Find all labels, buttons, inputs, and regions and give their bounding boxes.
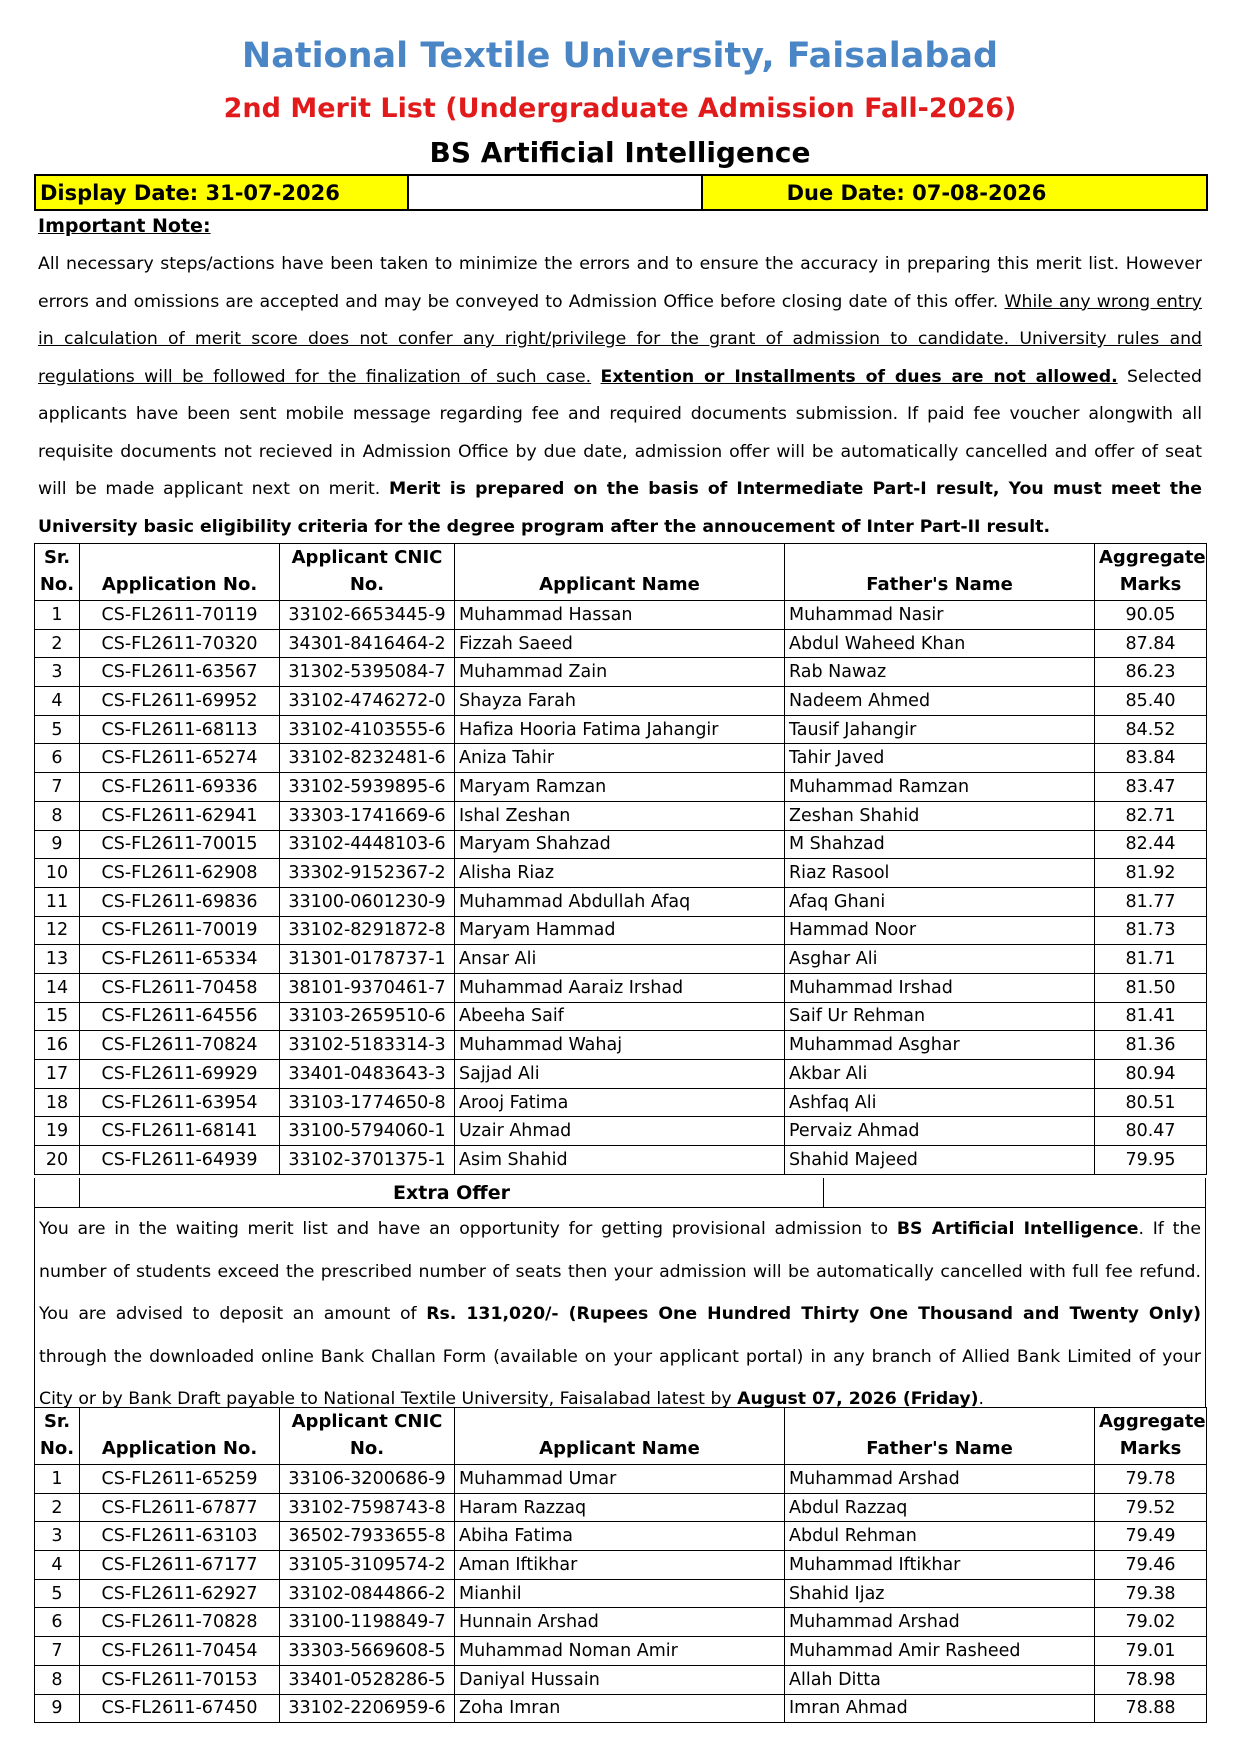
col-cnic: Applicant CNIC No. [280,544,455,601]
cell-cnic: 33106-3200686-9 [280,1465,455,1494]
cell-marks: 79.38 [1095,1579,1207,1608]
cell-father-name: Riaz Rasool [785,859,1095,888]
cell-marks: 90.05 [1095,601,1207,630]
table-row [35,773,1207,802]
table-row [35,1146,1207,1175]
important-note-text [38,246,1202,546]
cell-application-no: CS-FL2611-69929 [80,1060,280,1089]
note-part-4: Selected applicants have been sent mobile message regarding fee and required documents submission. If paid fee voucher alongwith all requisite documents not recieved in Admission Office by due date, admission offer will be automatically cancelled and offer of seat will be made applicant next on merit. [38,366,1202,499]
cell-application-no: CS-FL2611-62927 [80,1579,280,1608]
cell-cnic: 33102-8232481-6 [280,744,455,773]
col-father: Father's Name [785,544,1095,601]
university-title: National Textile University, Faisalabad [241,36,999,76]
cell-sr: 5 [35,715,80,744]
table-row [35,1465,1207,1494]
cell-applicant-name: Fizzah Saeed [455,629,785,658]
cell-father-name: Shahid Ijaz [785,1579,1095,1608]
table-row [35,658,1207,687]
cell-application-no: CS-FL2611-65334 [80,945,280,974]
cell-cnic: 33102-0844866-2 [280,1579,455,1608]
cell-applicant-name: Shayza Farah [455,687,785,716]
merit-list-table [34,543,1207,1175]
table-row [35,1608,1207,1637]
dates-bar [34,174,1208,211]
cell-sr: 15 [35,1002,80,1031]
cell-cnic: 36502-7933655-8 [280,1522,455,1551]
cell-marks: 80.51 [1095,1088,1207,1117]
cell-application-no: CS-FL2611-69952 [80,687,280,716]
cell-applicant-name: Ishal Zeshan [455,801,785,830]
cell-application-no: CS-FL2611-63103 [80,1522,280,1551]
cell-marks: 81.50 [1095,973,1207,1002]
cell-cnic: 33103-2659510-6 [280,1002,455,1031]
cell-cnic: 33100-5794060-1 [280,1117,455,1146]
cell-applicant-name: Muhammad Umar [455,1465,785,1494]
merit-list-header [35,544,1207,601]
cell-applicant-name: Muhammad Zain [455,658,785,687]
cell-cnic: 33401-0483643-3 [280,1060,455,1089]
cell-application-no: CS-FL2611-67450 [80,1694,280,1723]
col-father: Father's Name [785,1408,1095,1465]
col-marks: Aggregate Marks [1095,1408,1207,1465]
cell-marks: 85.40 [1095,687,1207,716]
display-date: Display Date: 31-07-2026 [35,175,408,210]
cell-father-name: Allah Ditta [785,1665,1095,1694]
cell-marks: 79.01 [1095,1637,1207,1666]
cell-application-no: CS-FL2611-70458 [80,973,280,1002]
cell-cnic: 33102-7598743-8 [280,1493,455,1522]
cell-sr: 9 [35,1694,80,1723]
col-sr: Sr. No. [35,544,80,601]
cell-applicant-name: Aman Iftikhar [455,1551,785,1580]
col-name: Applicant Name [455,1408,785,1465]
cell-father-name: Asghar Ali [785,945,1095,974]
due-date: Due Date: 07-08-2026 [702,175,1207,210]
cell-sr: 3 [35,658,80,687]
col-cnic: Applicant CNIC No. [280,1408,455,1465]
cell-sr: 7 [35,1637,80,1666]
cell-cnic: 33102-2206959-6 [280,1694,455,1723]
cell-application-no: CS-FL2611-63954 [80,1088,280,1117]
cell-application-no: CS-FL2611-65259 [80,1465,280,1494]
cell-application-no: CS-FL2611-70153 [80,1665,280,1694]
note-part-2: While any wrong entry in calculation of merit score does not confer any right/privilege for the grant of admission to candidate. University rules and regulations will be followed for the finalization of such case. [38,291,1202,387]
table-row [35,715,1207,744]
cell-marks: 78.88 [1095,1694,1207,1723]
cell-marks: 79.49 [1095,1522,1207,1551]
table-row [35,1665,1207,1694]
cell-sr: 17 [35,1060,80,1089]
cell-marks: 87.84 [1095,629,1207,658]
cell-application-no: CS-FL2611-64939 [80,1146,280,1175]
cell-sr: 3 [35,1522,80,1551]
cell-application-no: CS-FL2611-68113 [80,715,280,744]
cell-sr: 12 [35,916,80,945]
cell-applicant-name: Muhammad Wahaj [455,1031,785,1060]
cell-father-name: Tahir Javed [785,744,1095,773]
cell-applicant-name: Uzair Ahmad [455,1117,785,1146]
cell-cnic: 33303-5669608-5 [280,1637,455,1666]
cell-application-no: CS-FL2611-67177 [80,1551,280,1580]
col-name: Applicant Name [455,544,785,601]
cell-marks: 79.78 [1095,1465,1207,1494]
cell-application-no: CS-FL2611-62941 [80,801,280,830]
cell-applicant-name: Maryam Hammad [455,916,785,945]
table-row [35,1031,1207,1060]
cell-application-no: CS-FL2611-69836 [80,887,280,916]
table-row [35,1088,1207,1117]
cell-father-name: Nadeem Ahmed [785,687,1095,716]
col-application: Application No. [80,544,280,601]
cell-marks: 81.77 [1095,887,1207,916]
table-row [35,801,1207,830]
cell-cnic: 34301-8416464-2 [280,629,455,658]
table-row [35,1551,1207,1580]
merit-list-body [35,601,1207,1175]
merit-list-title: 2nd Merit List (Undergraduate Admission Fall-2026) [223,93,1017,124]
cell-father-name: Saif Ur Rehman [785,1002,1095,1031]
cell-father-name: Afaq Ghani [785,887,1095,916]
cell-sr: 18 [35,1088,80,1117]
cell-cnic: 33103-1774650-8 [280,1088,455,1117]
cell-marks: 81.36 [1095,1031,1207,1060]
program-title: BS Artificial Intelligence [429,136,811,169]
cell-applicant-name: Hunnain Arshad [455,1608,785,1637]
table-row [35,973,1207,1002]
table-row [35,687,1207,716]
cell-sr: 5 [35,1579,80,1608]
cell-applicant-name: Arooj Fatima [455,1088,785,1117]
cell-sr: 2 [35,629,80,658]
cell-cnic: 33105-3109574-2 [280,1551,455,1580]
cell-sr: 10 [35,859,80,888]
cell-cnic: 33102-6653445-9 [280,601,455,630]
extra-list-header [35,1408,1207,1465]
cell-marks: 82.71 [1095,801,1207,830]
table-row [35,1060,1207,1089]
cell-cnic: 33102-5183314-3 [280,1031,455,1060]
cell-applicant-name: Alisha Riaz [455,859,785,888]
col-application: Application No. [80,1408,280,1465]
cell-father-name: Zeshan Shahid [785,801,1095,830]
cell-marks: 80.47 [1095,1117,1207,1146]
cell-marks: 79.02 [1095,1608,1207,1637]
cell-father-name: Muhammad Arshad [785,1465,1095,1494]
cell-applicant-name: Muhammad Abdullah Afaq [455,887,785,916]
cell-marks: 78.98 [1095,1665,1207,1694]
extra-offer-header [34,1178,1206,1208]
cell-sr: 16 [35,1031,80,1060]
cell-cnic: 33100-0601230-9 [280,887,455,916]
cell-father-name: M Shahzad [785,830,1095,859]
cell-father-name: Hammad Noor [785,916,1095,945]
cell-marks: 81.92 [1095,859,1207,888]
cell-applicant-name: Abeeha Saif [455,1002,785,1031]
table-row [35,830,1207,859]
cell-father-name: Abdul Waheed Khan [785,629,1095,658]
cell-cnic: 33102-4103555-6 [280,715,455,744]
cell-applicant-name: Maryam Shahzad [455,830,785,859]
cell-marks: 81.71 [1095,945,1207,974]
cell-father-name: Akbar Ali [785,1060,1095,1089]
cell-application-no: CS-FL2611-64556 [80,1002,280,1031]
cell-applicant-name: Daniyal Hussain [455,1665,785,1694]
col-sr: Sr. No. [35,1408,80,1465]
cell-father-name: Imran Ahmad [785,1694,1095,1723]
cell-sr: 14 [35,973,80,1002]
table-row [35,945,1207,974]
cell-application-no: CS-FL2611-70824 [80,1031,280,1060]
cell-sr: 4 [35,687,80,716]
cell-sr: 19 [35,1117,80,1146]
table-row [35,1117,1207,1146]
cell-applicant-name: Zoha Imran [455,1694,785,1723]
extra-list-body [35,1465,1207,1723]
cell-application-no: CS-FL2611-67877 [80,1493,280,1522]
table-row [35,1694,1207,1723]
cell-applicant-name: Ansar Ali [455,945,785,974]
cell-cnic: 33102-4746272-0 [280,687,455,716]
cell-applicant-name: Aniza Tahir [455,744,785,773]
cell-applicant-name: Muhammad Hassan [455,601,785,630]
cell-cnic: 33100-1198849-7 [280,1608,455,1637]
cell-marks: 83.47 [1095,773,1207,802]
cell-application-no: CS-FL2611-70828 [80,1608,280,1637]
extra-offer-text: You are in the waiting merit list and have an opportunity for getting provisional admission to BS Artificial Intelligence. If the number of students exceed the prescribed number of seats then your admission will be automatically cancelled with full fee refund. You are advised to deposit an amount of Rs. 131,020/- (Rupees One Hundred Thirty One Thousand and Twenty Only) through the downloaded online Bank Challan Form (available on your applicant portal) in any branch of Allied Bank Limited of your City or by Bank Draft payable to National Textile University, Faisalabad latest by August 07, 2026 (Friday). [34,1208,1206,1407]
cell-cnic: 33102-4448103-6 [280,830,455,859]
table-row [35,859,1207,888]
cell-father-name: Muhammad Iftikhar [785,1551,1095,1580]
cell-father-name: Muhammad Arshad [785,1608,1095,1637]
cell-sr: 8 [35,801,80,830]
cell-father-name: Ashfaq Ali [785,1088,1095,1117]
extra-offer-title: Extra Offer [393,1182,510,1204]
table-row [35,887,1207,916]
cell-application-no: CS-FL2611-70119 [80,601,280,630]
table-row [35,1579,1207,1608]
cell-sr: 1 [35,601,80,630]
cell-marks: 82.44 [1095,830,1207,859]
table-row [35,916,1207,945]
cell-application-no: CS-FL2611-62908 [80,859,280,888]
cell-application-no: CS-FL2611-65274 [80,744,280,773]
cell-marks: 83.84 [1095,744,1207,773]
cell-marks: 84.52 [1095,715,1207,744]
table-row [35,1493,1207,1522]
cell-application-no: CS-FL2611-69336 [80,773,280,802]
note-part-5: Merit is prepared on the basis of Intermediate Part-I result, You must meet the University basic eligibility criteria for the degree program after the annoucement of Inter Part-II result. [38,479,1202,537]
cell-sr: 13 [35,945,80,974]
cell-sr: 1 [35,1465,80,1494]
cell-application-no: CS-FL2611-70015 [80,830,280,859]
cell-sr: 4 [35,1551,80,1580]
cell-cnic: 33102-8291872-8 [280,916,455,945]
table-row [35,1522,1207,1551]
cell-cnic: 31301-0178737-1 [280,945,455,974]
cell-father-name: Shahid Majeed [785,1146,1095,1175]
cell-applicant-name: Asim Shahid [455,1146,785,1175]
cell-marks: 79.95 [1095,1146,1207,1175]
table-row [35,1002,1207,1031]
cell-applicant-name: Maryam Ramzan [455,773,785,802]
cell-marks: 79.52 [1095,1493,1207,1522]
cell-sr: 7 [35,773,80,802]
cell-cnic: 33102-3701375-1 [280,1146,455,1175]
cell-cnic: 31302-5395084-7 [280,658,455,687]
cell-father-name: Muhammad Ramzan [785,773,1095,802]
cell-marks: 80.94 [1095,1060,1207,1089]
cell-sr: 20 [35,1146,80,1175]
table-row [35,601,1207,630]
cell-cnic: 33102-5939895-6 [280,773,455,802]
table-row [35,629,1207,658]
dates-blank-cell [408,175,702,210]
note-part-3: Extention or Installments of dues are not allowed. [600,366,1118,387]
cell-marks: 81.73 [1095,916,1207,945]
cell-applicant-name: Abiha Fatima [455,1522,785,1551]
cell-cnic: 33302-9152367-2 [280,859,455,888]
cell-cnic: 33303-1741669-6 [280,801,455,830]
cell-marks: 79.46 [1095,1551,1207,1580]
cell-marks: 81.41 [1095,1002,1207,1031]
cell-sr: 6 [35,744,80,773]
cell-father-name: Abdul Rehman [785,1522,1095,1551]
cell-applicant-name: Haram Razzaq [455,1493,785,1522]
cell-sr: 2 [35,1493,80,1522]
cell-marks: 86.23 [1095,658,1207,687]
cell-applicant-name: Mianhil [455,1579,785,1608]
table-row [35,1637,1207,1666]
cell-application-no: CS-FL2611-68141 [80,1117,280,1146]
note-part-1: All necessary steps/actions have been taken to minimize the errors and to ensure the accuracy in preparing this merit list. However errors and omissions are accepted and may be conveyed to Admission Office before closing date of this offer. [38,254,1202,312]
table-row [35,744,1207,773]
cell-father-name: Muhammad Asghar [785,1031,1095,1060]
cell-father-name: Pervaiz Ahmad [785,1117,1095,1146]
cell-father-name: Abdul Razzaq [785,1493,1095,1522]
cell-application-no: CS-FL2611-70019 [80,916,280,945]
important-note-heading: Important Note: [38,215,211,237]
cell-sr: 11 [35,887,80,916]
cell-sr: 9 [35,830,80,859]
cell-applicant-name: Muhammad Noman Amir [455,1637,785,1666]
cell-application-no: CS-FL2611-70320 [80,629,280,658]
cell-father-name: Tausif Jahangir [785,715,1095,744]
cell-cnic: 33401-0528286-5 [280,1665,455,1694]
cell-sr: 8 [35,1665,80,1694]
cell-sr: 6 [35,1608,80,1637]
extra-list-table [34,1407,1207,1723]
cell-father-name: Muhammad Nasir [785,601,1095,630]
cell-father-name: Rab Nawaz [785,658,1095,687]
cell-applicant-name: Hafiza Hooria Fatima Jahangir [455,715,785,744]
cell-father-name: Muhammad Amir Rasheed [785,1637,1095,1666]
col-marks: Aggregate Marks [1095,544,1207,601]
cell-cnic: 38101-9370461-7 [280,973,455,1002]
cell-father-name: Muhammad Irshad [785,973,1095,1002]
cell-applicant-name: Sajjad Ali [455,1060,785,1089]
cell-applicant-name: Muhammad Aaraiz Irshad [455,973,785,1002]
cell-application-no: CS-FL2611-63567 [80,658,280,687]
cell-application-no: CS-FL2611-70454 [80,1637,280,1666]
